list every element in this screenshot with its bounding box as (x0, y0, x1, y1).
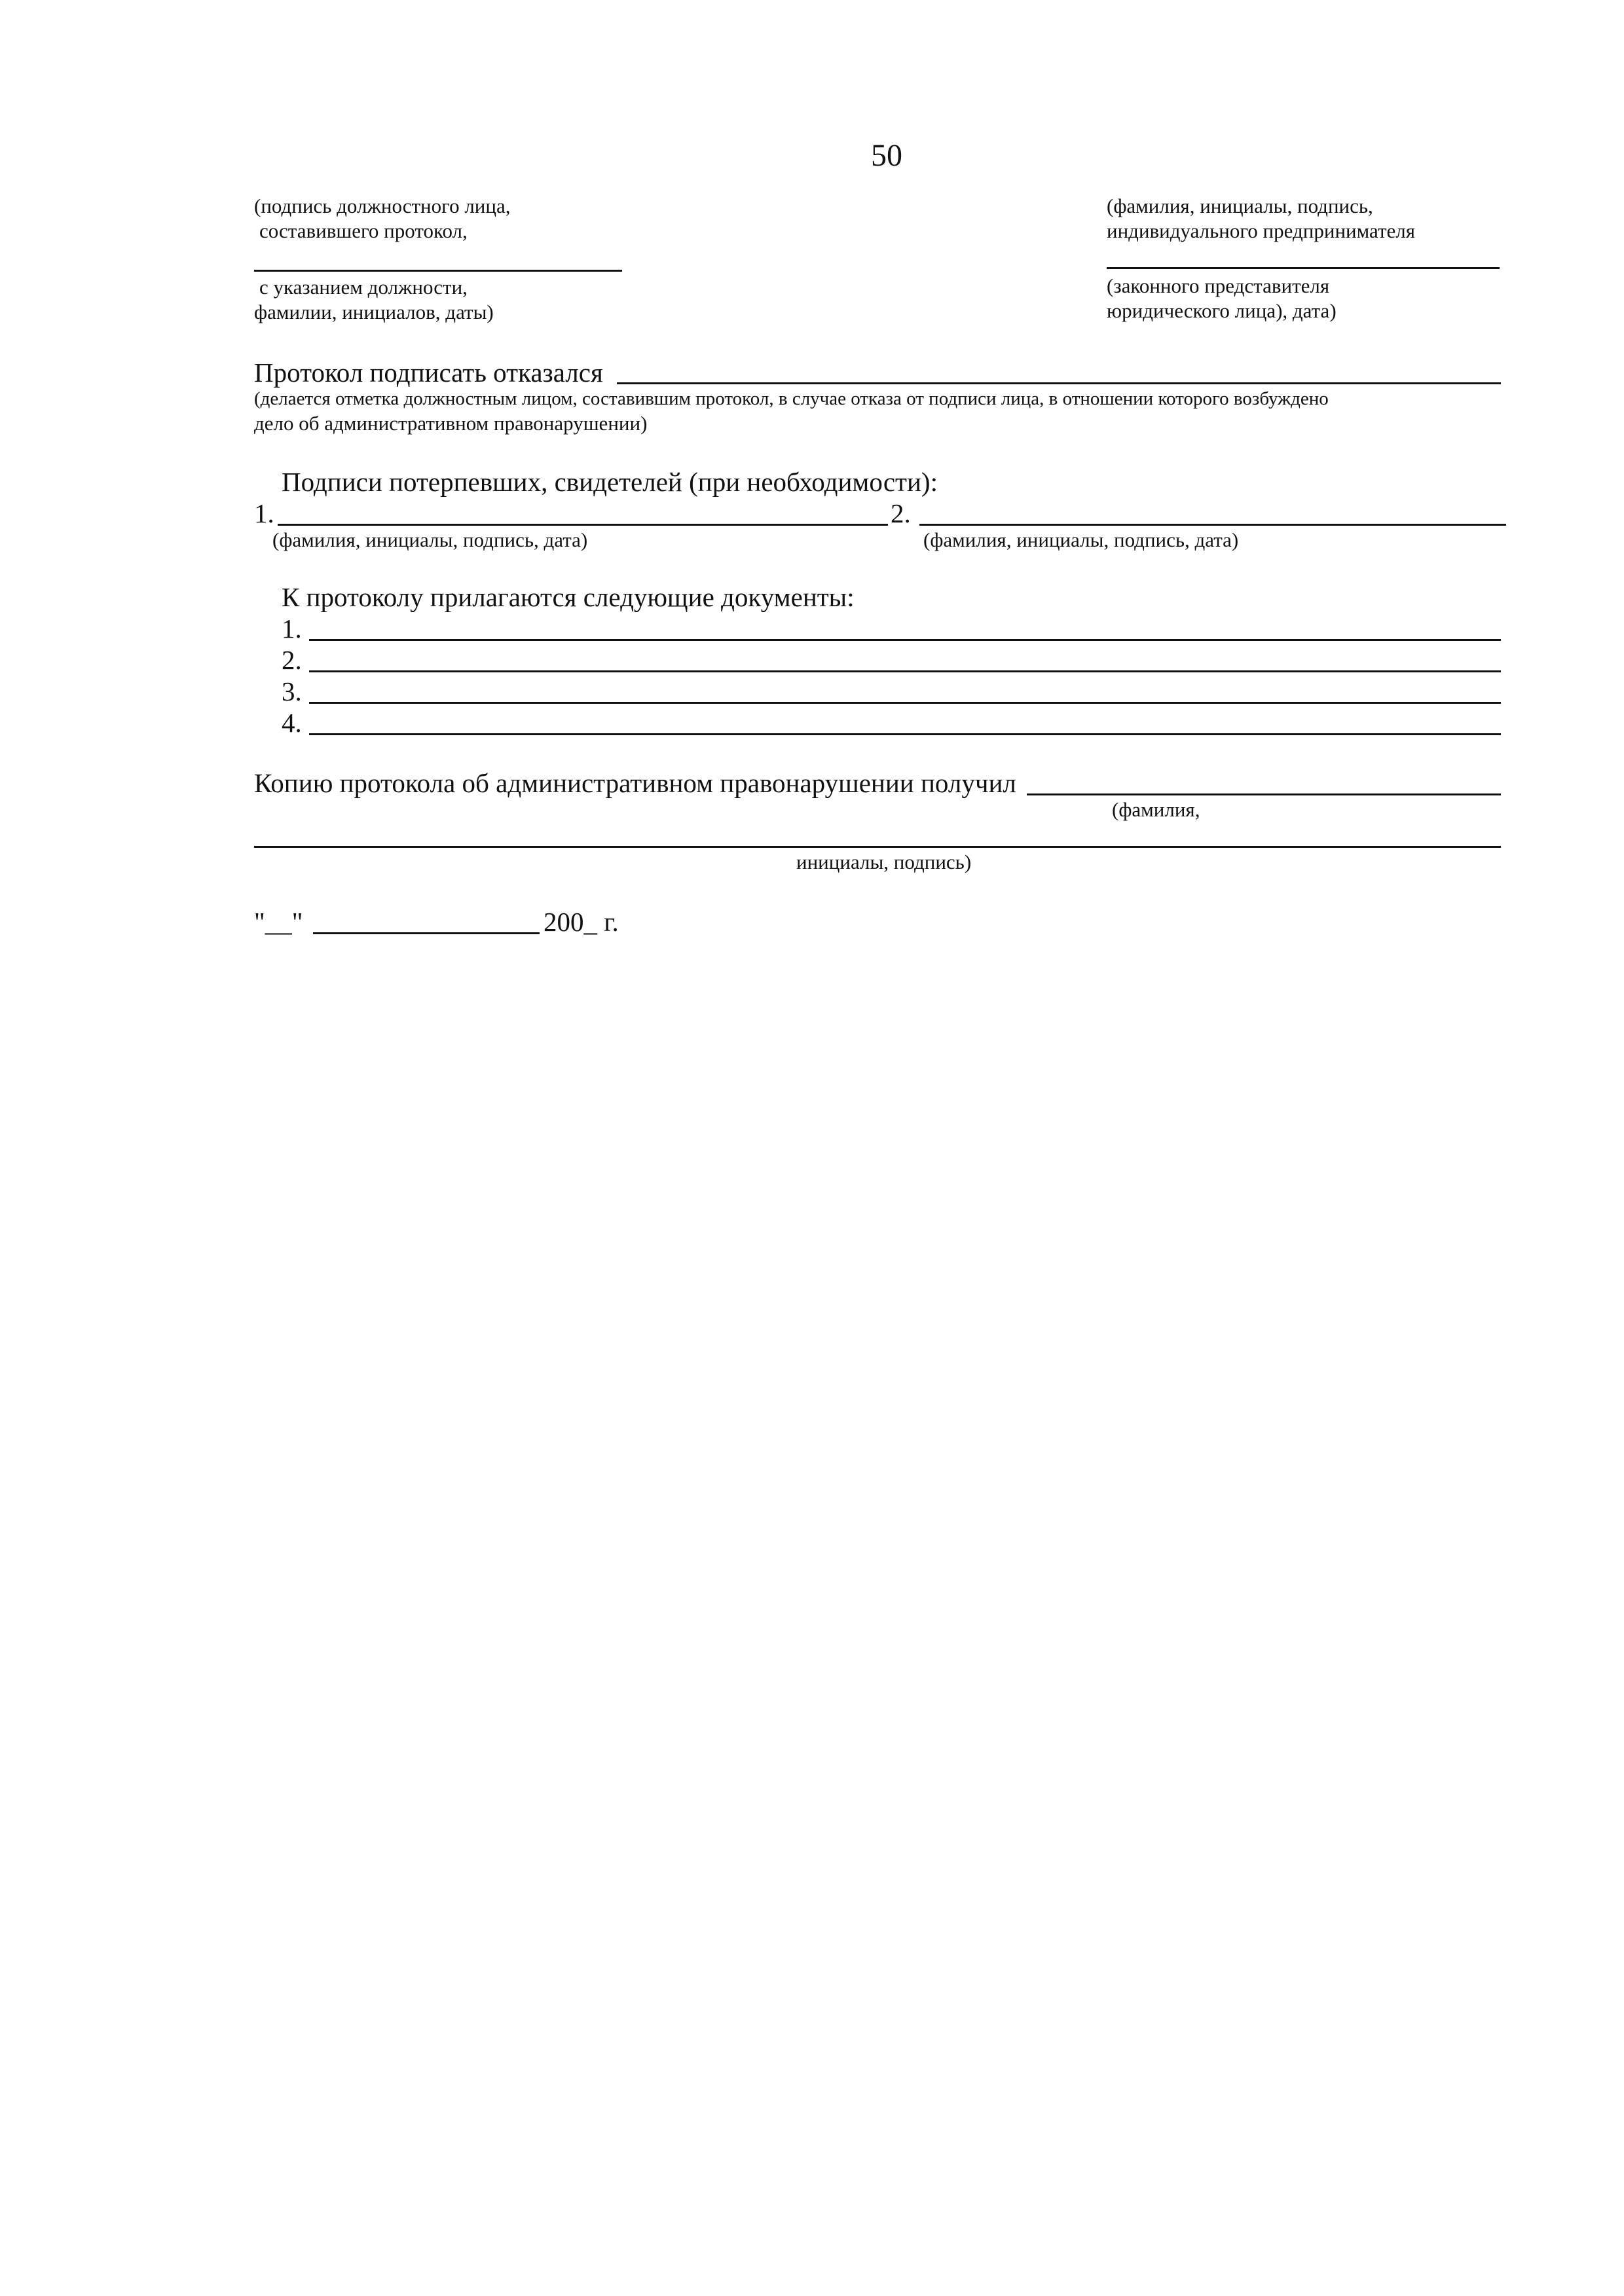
refusal-label: Протокол подписать отказался (254, 357, 603, 388)
witness-1-caption: (фамилия, инициалы, подпись, дата) (272, 528, 588, 551)
witness-1-number: 1. (254, 498, 274, 528)
official-caption-bottom-line2: фамилии, инициалов, даты) (254, 301, 494, 323)
official-caption-bottom-line1: с указанием должности, (259, 276, 468, 299)
date-year: 200_ г. (544, 907, 619, 937)
attachments-heading: К протоколу прилагаются следующие документы: (282, 582, 855, 612)
attachment-3-number: 3. (282, 676, 302, 706)
attachment-2-number: 2. (282, 645, 302, 675)
witness-1-line[interactable] (278, 524, 888, 526)
official-caption-top-line2: составившего протокол, (259, 219, 468, 242)
entrepreneur-caption-top-line2: индивидуального предпринимателя (1107, 219, 1416, 242)
attachment-3-line[interactable] (309, 702, 1501, 704)
refusal-note-line2: дело об административном правонарушении) (254, 412, 648, 435)
witnesses-heading: Подписи потерпевших, свидетелей (при необходимости): (282, 467, 938, 497)
witness-2-caption: (фамилия, инициалы, подпись, дата) (923, 528, 1239, 551)
attachment-1-line[interactable] (309, 639, 1501, 641)
attachment-4-number: 4. (282, 708, 302, 738)
date-day[interactable]: "__" (254, 907, 303, 937)
page-number: 50 (871, 138, 902, 173)
official-signature-line[interactable] (254, 270, 622, 272)
date-month-line[interactable] (313, 932, 540, 934)
refusal-field-line[interactable] (617, 382, 1501, 384)
attachment-1-number: 1. (282, 613, 302, 644)
copy-received-line[interactable] (1027, 793, 1501, 795)
witness-2-line[interactable] (919, 524, 1506, 526)
entrepreneur-caption-bottom-line1: (законного представителя (1107, 274, 1330, 297)
attachment-4-line[interactable] (309, 733, 1501, 735)
entrepreneur-caption-bottom-line2: юридического лица), дата) (1107, 299, 1337, 322)
entrepreneur-caption-top-line1: (фамилия, инициалы, подпись, (1107, 194, 1373, 217)
copy-received-caption-part1: (фамилия, (1112, 798, 1200, 821)
copy-received-second-line[interactable] (254, 846, 1501, 848)
official-caption-top-line1: (подпись должностного лица, (254, 194, 511, 217)
copy-received-label: Копию протокола об административном правонарушении получил (254, 768, 1016, 798)
copy-received-caption-part2: инициалы, подпись) (796, 850, 972, 873)
witness-2-number: 2. (891, 498, 911, 528)
attachment-2-line[interactable] (309, 670, 1501, 672)
entrepreneur-signature-line[interactable] (1107, 267, 1500, 269)
refusal-note-line1: (делается отметка должностным лицом, составившим протокол, в случае отказа от подписи лица, в отношении которого возбуждено (254, 388, 1329, 409)
